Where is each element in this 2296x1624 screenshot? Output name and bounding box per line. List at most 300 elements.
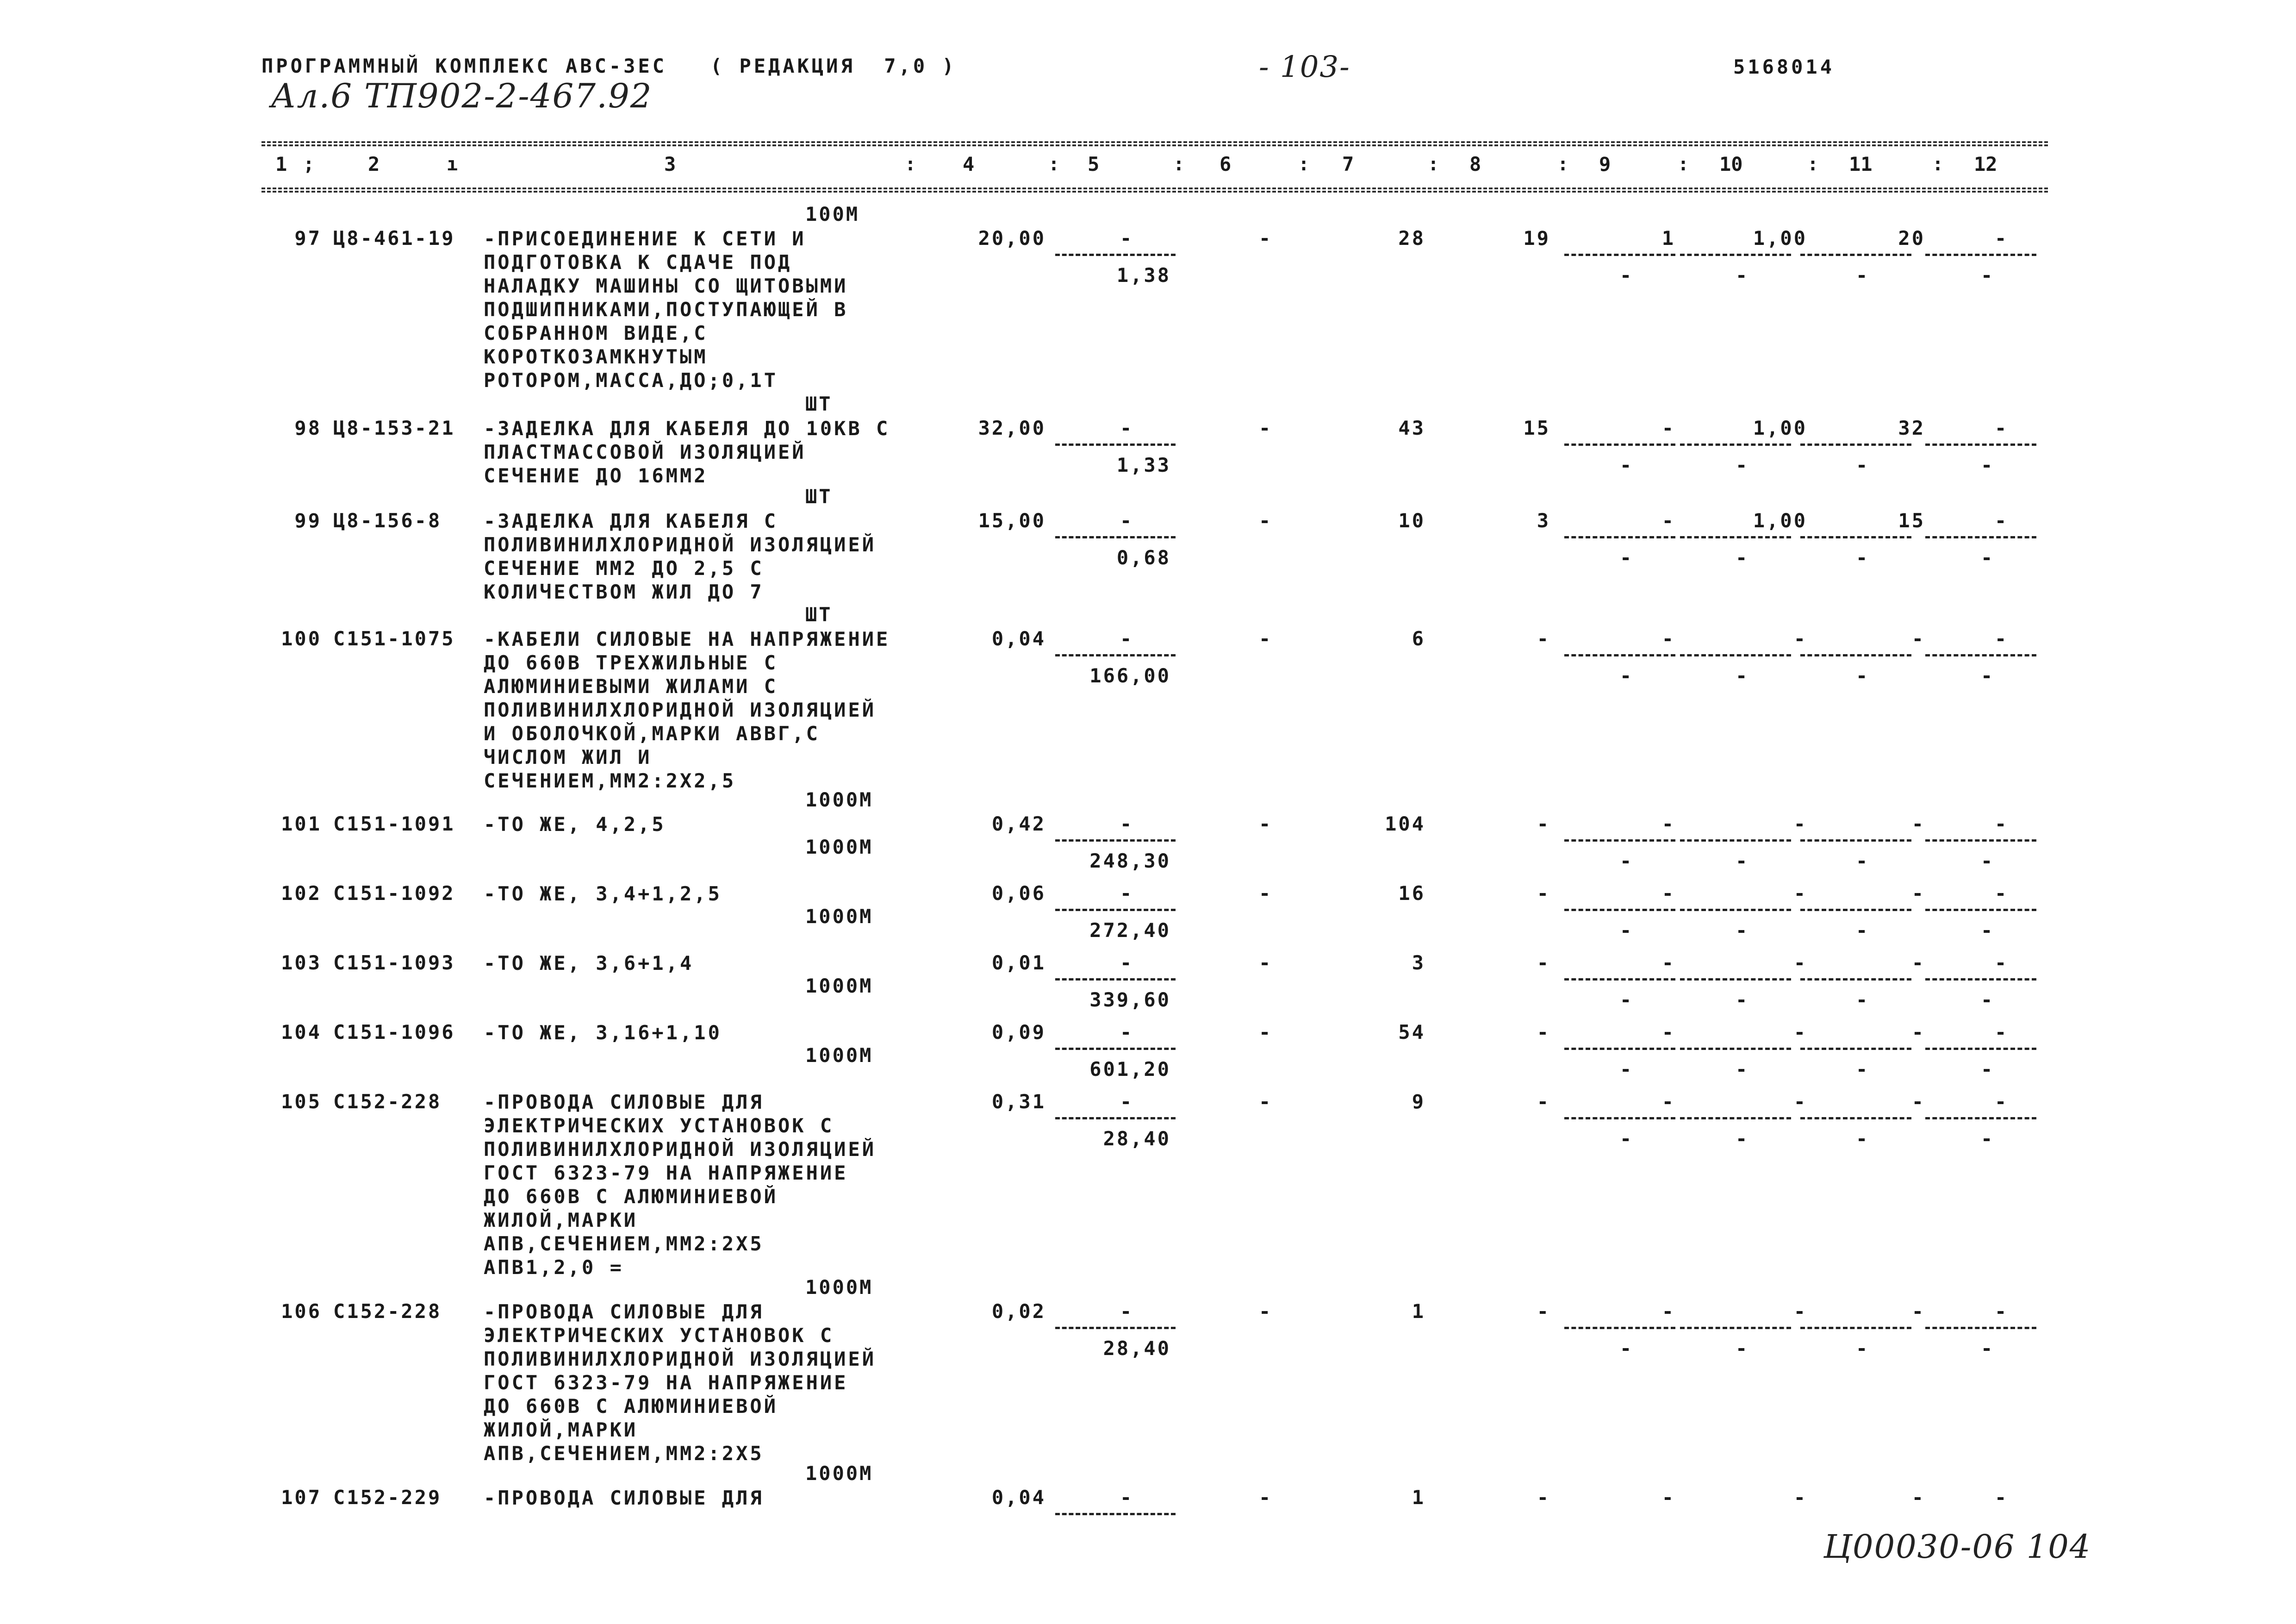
right-columns-fraction-line xyxy=(1680,1048,1791,1050)
right-columns-lower-dash: - xyxy=(1620,849,1632,872)
norm-code: С151-1092 xyxy=(333,882,455,905)
col9-value: - xyxy=(1661,951,1675,974)
col8-value: 19 xyxy=(1523,227,1550,250)
right-columns-lower-dash: - xyxy=(1981,546,1993,569)
column-number-11: 11 xyxy=(1849,153,1873,175)
col12-value: - xyxy=(1995,882,2009,905)
col9-value: - xyxy=(1661,812,1675,835)
col5-bottom-value: 339,60 xyxy=(1089,988,1171,1011)
right-columns-fraction-line xyxy=(1680,1327,1791,1329)
right-columns-fraction-line xyxy=(1564,978,1675,981)
col11-value: - xyxy=(1911,1021,1925,1043)
column-number-12: 12 xyxy=(1974,153,1997,175)
col10-value: 1,00 xyxy=(1753,417,1807,439)
row-number: 106 xyxy=(281,1300,322,1323)
row-number: 105 xyxy=(281,1090,322,1113)
row-number: 99 xyxy=(294,509,322,532)
right-columns-fraction-line xyxy=(1800,1117,1911,1119)
handwritten-stamp: Ц00030-06 104 xyxy=(1823,1528,2091,1566)
right-columns-fraction-line xyxy=(1680,254,1791,256)
col12-value: - xyxy=(1995,1021,2009,1043)
handwritten-reference: Ал.6 ТП902-2-467.92 xyxy=(271,76,653,115)
col5-bottom-value: 272,40 xyxy=(1089,919,1171,942)
program-title: ПРОГРАММНЫЙ КОМПЛЕКС АВС-ЗЕС ( РЕДАКЦИЯ 7,0 ) xyxy=(261,55,957,77)
quantity-value: 0,42 xyxy=(991,812,1046,835)
col11-value: - xyxy=(1911,627,1925,650)
row-number: 103 xyxy=(281,951,322,974)
quantity-value: 0,04 xyxy=(991,627,1046,650)
right-columns-lower-dash: - xyxy=(1856,849,1868,872)
col5-bottom-value: 1,33 xyxy=(1116,454,1171,476)
work-description-line: ПОДШИПНИКАМИ,ПОСТУПАЮЩЕЙ В xyxy=(484,298,848,321)
right-columns-fraction-line xyxy=(1925,443,2036,446)
right-columns-lower-dash: - xyxy=(1620,1127,1632,1150)
col5-top-value: - xyxy=(1120,627,1134,650)
col5-top-value: - xyxy=(1120,227,1134,250)
col8-value: 15 xyxy=(1523,417,1550,439)
col9-value: - xyxy=(1661,1300,1675,1323)
row-number: 102 xyxy=(281,882,322,905)
col9-value: - xyxy=(1661,882,1675,905)
right-columns-fraction-line xyxy=(1680,654,1791,656)
col7-value: 3 xyxy=(1412,951,1425,974)
column-separator: : xyxy=(1932,154,1944,175)
work-description-line: -ТО ЖЕ, 3,4+1,2,5 xyxy=(484,882,722,905)
right-columns-fraction-line xyxy=(1564,839,1675,842)
col5-top-value: - xyxy=(1120,882,1134,905)
col5-bottom-value: 166,00 xyxy=(1089,664,1171,687)
right-columns-fraction-line xyxy=(1680,536,1791,538)
col11-value: - xyxy=(1911,882,1925,905)
col5-bottom-value: 248,30 xyxy=(1089,849,1171,872)
work-description-line: -ПРИСОЕДИНЕНИЕ К СЕТИ И xyxy=(484,227,806,250)
quantity-value: 0,06 xyxy=(991,882,1046,905)
work-description-line: -ЗАДЕЛКА ДЛЯ КАБЕЛЯ С xyxy=(484,510,778,532)
col6-value: - xyxy=(1259,627,1273,650)
right-columns-lower-dash: - xyxy=(1981,454,1993,476)
right-columns-lower-dash: - xyxy=(1981,988,1993,1011)
col12-value: - xyxy=(1995,509,2009,532)
top-rule-second xyxy=(261,144,2048,146)
col9-value: - xyxy=(1661,1090,1675,1113)
col5-bottom-value: 1,38 xyxy=(1116,264,1171,287)
right-columns-fraction-line xyxy=(1925,1327,2036,1329)
work-description-line: СЕЧЕНИЕ ДО 16ММ2 xyxy=(484,464,708,487)
work-description-line: АПВ,СЕЧЕНИЕМ,ММ2:2Х5 xyxy=(484,1442,764,1465)
col7-value: 104 xyxy=(1385,812,1425,835)
right-columns-fraction-line xyxy=(1800,909,1911,911)
right-columns-lower-dash: - xyxy=(1981,664,1993,687)
col6-value: - xyxy=(1259,951,1273,974)
right-columns-fraction-line xyxy=(1680,909,1791,911)
row-number: 97 xyxy=(294,227,322,250)
work-description-line: -ТО ЖЕ, 3,16+1,10 xyxy=(484,1021,722,1044)
col5-top-value: - xyxy=(1120,1300,1134,1323)
right-columns-fraction-line xyxy=(1800,654,1911,656)
col10-value: - xyxy=(1793,627,1807,650)
unit-label-above: 100М xyxy=(805,203,860,225)
col12-value: - xyxy=(1995,1090,2009,1113)
right-columns-lower-dash: - xyxy=(1856,264,1868,287)
right-columns-lower-dash: - xyxy=(1981,1127,1993,1150)
col11-value: 32 xyxy=(1898,417,1925,439)
quantity-value: 0,01 xyxy=(991,951,1046,974)
col11-value: 15 xyxy=(1898,509,1925,532)
right-columns-lower-dash: - xyxy=(1620,1058,1632,1081)
quantity-value: 20,00 xyxy=(978,227,1046,250)
col11-value: - xyxy=(1911,1300,1925,1323)
right-columns-lower-dash: - xyxy=(1736,664,1748,687)
col7-value: 43 xyxy=(1398,417,1425,439)
right-columns-lower-dash: - xyxy=(1981,1337,1993,1360)
row-number: 101 xyxy=(281,812,322,835)
col12-value: - xyxy=(1995,417,2009,439)
work-description-line: ГОСТ 6323-79 НА НАПРЯЖЕНИЕ xyxy=(484,1371,848,1394)
right-columns-lower-dash: - xyxy=(1981,1058,1993,1081)
right-columns-lower-dash: - xyxy=(1736,849,1748,872)
norm-code: С152-228 xyxy=(333,1090,442,1113)
work-description-line: ПОЛИВИНИЛХЛОРИДНОЙ ИЗОЛЯЦИЕЙ xyxy=(484,1138,877,1161)
col10-value: - xyxy=(1793,812,1807,835)
col10-value: - xyxy=(1793,1300,1807,1323)
col10-value: - xyxy=(1793,882,1807,905)
col7-value: 1 xyxy=(1412,1300,1425,1323)
quantity-value: 0,31 xyxy=(991,1090,1046,1113)
col6-value: - xyxy=(1259,227,1273,250)
column-number-7: 7 xyxy=(1342,153,1354,175)
work-description-line: ЭЛЕКТРИЧЕСКИХ УСТАНОВОК С xyxy=(484,1114,834,1137)
column-separator: : xyxy=(1807,154,1819,175)
right-columns-fraction-line xyxy=(1925,1117,2036,1119)
unit-label-above: 1000М xyxy=(805,1276,873,1299)
right-columns-lower-dash: - xyxy=(1620,988,1632,1011)
col5-fraction-line xyxy=(1055,536,1176,538)
work-description-line: ПОЛИВИНИЛХЛОРИДНОЙ ИЗОЛЯЦИЕЙ xyxy=(484,1348,877,1370)
norm-code: Ц8-153-21 xyxy=(333,417,455,439)
col12-value: - xyxy=(1995,951,2009,974)
col5-fraction-line xyxy=(1055,254,1176,256)
work-description-line: СЕЧЕНИЕМ,ММ2:2Х2,5 xyxy=(484,769,736,792)
right-columns-fraction-line xyxy=(1680,839,1791,842)
col10-value: - xyxy=(1793,1486,1807,1509)
norm-code: С152-228 xyxy=(333,1300,442,1323)
col8-value: - xyxy=(1537,1300,1550,1323)
right-columns-lower-dash: - xyxy=(1620,664,1632,687)
column-number-6: 6 xyxy=(1220,153,1232,175)
work-description-line: АПВ1,2,0 = xyxy=(484,1256,624,1279)
right-columns-fraction-line xyxy=(1925,978,2036,981)
col11-value: - xyxy=(1911,1090,1925,1113)
right-columns-lower-dash: - xyxy=(1620,919,1632,942)
column-separator: : xyxy=(1048,154,1060,175)
unit-label-above: 1000М xyxy=(805,1462,873,1485)
right-columns-fraction-line xyxy=(1564,654,1675,656)
col5-fraction-line xyxy=(1055,978,1176,981)
column-separator: : xyxy=(1173,154,1185,175)
work-description-line: КОРОТКОЗАМКНУТЫМ xyxy=(484,345,708,368)
col7-value: 10 xyxy=(1398,509,1425,532)
column-number-2: 2 xyxy=(368,153,380,175)
col5-bottom-value: 601,20 xyxy=(1089,1058,1171,1081)
col7-value: 9 xyxy=(1412,1090,1425,1113)
col10-value: - xyxy=(1793,1090,1807,1113)
column-number-8: 8 xyxy=(1469,153,1481,175)
work-description-line: ДО 660В С АЛЮМИНИЕВОЙ xyxy=(484,1185,778,1208)
col5-fraction-line xyxy=(1055,654,1176,656)
right-columns-lower-dash: - xyxy=(1620,546,1632,569)
right-columns-lower-dash: - xyxy=(1620,454,1632,476)
col5-bottom-value: 28,40 xyxy=(1103,1127,1171,1150)
column-separator: ; xyxy=(303,154,315,175)
right-columns-lower-dash: - xyxy=(1856,1337,1868,1360)
right-columns-lower-dash: - xyxy=(1856,988,1868,1011)
right-columns-lower-dash: - xyxy=(1981,264,1993,287)
col7-value: 54 xyxy=(1398,1021,1425,1043)
work-description-line: -ПРОВОДА СИЛОВЫЕ ДЛЯ xyxy=(484,1487,764,1509)
col5-top-value: - xyxy=(1120,951,1134,974)
norm-code: С151-1091 xyxy=(333,812,455,835)
col11-value: - xyxy=(1911,951,1925,974)
col5-bottom-value: 0,68 xyxy=(1116,546,1171,569)
work-description-line: СЕЧЕНИЕ ММ2 ДО 2,5 С xyxy=(484,557,764,580)
work-description-line: КОЛИЧЕСТВОМ ЖИЛ ДО 7 xyxy=(484,581,764,603)
unit-label-above: ШТ xyxy=(805,485,833,508)
right-columns-fraction-line xyxy=(1800,1327,1911,1329)
right-columns-fraction-line xyxy=(1800,536,1911,538)
col8-value: - xyxy=(1537,951,1550,974)
col6-value: - xyxy=(1259,882,1273,905)
right-columns-lower-dash: - xyxy=(1736,1058,1748,1081)
col5-top-value: - xyxy=(1120,509,1134,532)
col5-top-value: - xyxy=(1120,1486,1134,1509)
right-columns-fraction-line xyxy=(1800,978,1911,981)
work-description-line: ГОСТ 6323-79 НА НАПРЯЖЕНИЕ xyxy=(484,1162,848,1184)
col8-value: 3 xyxy=(1537,509,1550,532)
col5-top-value: - xyxy=(1120,417,1134,439)
col5-top-value: - xyxy=(1120,1090,1134,1113)
column-separator: : xyxy=(1298,154,1310,175)
work-description-line: -ЗАДЕЛКА ДЛЯ КАБЕЛЯ ДО 10КВ С xyxy=(484,417,890,440)
right-columns-lower-dash: - xyxy=(1736,1337,1748,1360)
work-description-line: -ТО ЖЕ, 4,2,5 xyxy=(484,813,666,836)
work-description-line: -ПРОВОДА СИЛОВЫЕ ДЛЯ xyxy=(484,1300,764,1323)
col9-value: - xyxy=(1661,417,1675,439)
right-columns-lower-dash: - xyxy=(1981,849,1993,872)
right-columns-fraction-line xyxy=(1925,839,2036,842)
norm-code: С152-229 xyxy=(333,1486,442,1509)
work-description-line: СОБРАННОМ ВИДЕ,С xyxy=(484,322,708,344)
right-columns-lower-dash: - xyxy=(1736,454,1748,476)
row-number: 98 xyxy=(294,417,322,439)
col10-value: 1,00 xyxy=(1753,509,1807,532)
col9-value: - xyxy=(1661,509,1675,532)
col12-value: - xyxy=(1995,627,2009,650)
column-separator: : xyxy=(905,154,916,175)
col10-value: 1,00 xyxy=(1753,227,1807,250)
col9-value: - xyxy=(1661,1021,1675,1043)
row-number: 104 xyxy=(281,1021,322,1043)
col6-value: - xyxy=(1259,417,1273,439)
work-description-line: ПОЛИВИНИЛХЛОРИДНОЙ ИЗОЛЯЦИЕЙ xyxy=(484,533,877,556)
col11-value: 20 xyxy=(1898,227,1925,250)
quantity-value: 0,04 xyxy=(991,1486,1046,1509)
right-columns-lower-dash: - xyxy=(1856,546,1868,569)
col12-value: - xyxy=(1995,1486,2009,1509)
quantity-value: 32,00 xyxy=(978,417,1046,439)
column-header-rule-second xyxy=(261,191,2048,193)
col9-value: - xyxy=(1661,1486,1675,1509)
col10-value: - xyxy=(1793,951,1807,974)
right-columns-lower-dash: - xyxy=(1736,919,1748,942)
unit-label-below: 1000М xyxy=(805,836,873,858)
right-columns-fraction-line xyxy=(1925,1048,2036,1050)
column-number-3: 3 xyxy=(664,153,676,175)
col9-value: 1 xyxy=(1661,227,1675,250)
unit-label-above: 1000М xyxy=(805,788,873,811)
work-description-line: ПЛАСТМАССОВОЙ ИЗОЛЯЦИЕЙ xyxy=(484,441,806,463)
work-description-line: ДО 660В С АЛЮМИНИЕВОЙ xyxy=(484,1395,778,1418)
norm-code: С151-1096 xyxy=(333,1021,455,1043)
col5-fraction-line xyxy=(1055,1117,1176,1119)
work-description-line: РОТОРОМ,МАССА,ДО;0,1Т xyxy=(484,369,778,392)
top-rule xyxy=(261,141,2048,143)
col5-top-value: - xyxy=(1120,812,1134,835)
right-columns-fraction-line xyxy=(1925,654,2036,656)
col6-value: - xyxy=(1259,1486,1273,1509)
col5-fraction-line xyxy=(1055,1048,1176,1050)
col6-value: - xyxy=(1259,509,1273,532)
unit-label-below: 1000М xyxy=(805,974,873,997)
col8-value: - xyxy=(1537,812,1550,835)
norm-code: С151-1093 xyxy=(333,951,455,974)
column-separator: ı xyxy=(447,154,458,175)
unit-label-below: 1000М xyxy=(805,905,873,928)
right-columns-lower-dash: - xyxy=(1856,1058,1868,1081)
right-columns-fraction-line xyxy=(1564,1117,1675,1119)
work-description-line: И ОБОЛОЧКОЙ,МАРКИ АВВГ,С xyxy=(484,722,820,745)
column-number-10: 10 xyxy=(1719,153,1743,175)
right-columns-fraction-line xyxy=(1800,839,1911,842)
right-columns-fraction-line xyxy=(1564,1048,1675,1050)
col7-value: 16 xyxy=(1398,882,1425,905)
col6-value: - xyxy=(1259,1021,1273,1043)
right-columns-fraction-line xyxy=(1564,909,1675,911)
row-number: 107 xyxy=(281,1486,322,1509)
column-number-1: 1 xyxy=(275,153,287,175)
right-columns-fraction-line xyxy=(1680,978,1791,981)
right-columns-fraction-line xyxy=(1564,443,1675,446)
unit-label-above: ШТ xyxy=(805,603,833,626)
work-description-line: ПОЛИВИНИЛХЛОРИДНОЙ ИЗОЛЯЦИЕЙ xyxy=(484,699,877,721)
work-description-line: ЭЛЕКТРИЧЕСКИХ УСТАНОВОК С xyxy=(484,1324,834,1347)
col5-fraction-line xyxy=(1055,443,1176,446)
right-columns-fraction-line xyxy=(1564,536,1675,538)
right-columns-lower-dash: - xyxy=(1736,988,1748,1011)
col5-fraction-line xyxy=(1055,1513,1176,1515)
right-columns-fraction-line xyxy=(1564,1327,1675,1329)
work-description-line: -КАБЕЛИ СИЛОВЫЕ НА НАПРЯЖЕНИЕ xyxy=(484,628,890,650)
column-header-row xyxy=(261,148,2048,185)
right-columns-lower-dash: - xyxy=(1736,1127,1748,1150)
right-columns-fraction-line xyxy=(1925,536,2036,538)
right-columns-lower-dash: - xyxy=(1620,264,1632,287)
col10-value: - xyxy=(1793,1021,1807,1043)
right-columns-fraction-line xyxy=(1564,254,1675,256)
row-number: 100 xyxy=(281,627,322,650)
right-columns-fraction-line xyxy=(1925,254,2036,256)
column-separator: : xyxy=(1557,154,1569,175)
right-columns-fraction-line xyxy=(1800,443,1911,446)
document-code: 5168014 xyxy=(1733,56,1835,78)
right-columns-lower-dash: - xyxy=(1981,919,1993,942)
right-columns-lower-dash: - xyxy=(1856,919,1868,942)
column-header-rule xyxy=(261,187,2048,189)
col6-value: - xyxy=(1259,812,1273,835)
col12-value: - xyxy=(1995,227,2009,250)
unit-label-below: 1000М xyxy=(805,1044,873,1067)
norm-code: С151-1075 xyxy=(333,627,455,650)
col11-value: - xyxy=(1911,1486,1925,1509)
work-description-line: -ТО ЖЕ, 3,6+1,4 xyxy=(484,952,694,974)
quantity-value: 15,00 xyxy=(978,509,1046,532)
quantity-value: 0,09 xyxy=(991,1021,1046,1043)
column-separator: : xyxy=(1428,154,1439,175)
right-columns-lower-dash: - xyxy=(1736,264,1748,287)
col6-value: - xyxy=(1259,1300,1273,1323)
right-columns-fraction-line xyxy=(1680,443,1791,446)
column-number-5: 5 xyxy=(1088,153,1100,175)
work-description-line: ДО 660В ТРЕХЖИЛЬНЫЕ С xyxy=(484,651,778,674)
col8-value: - xyxy=(1537,1090,1550,1113)
col5-top-value: - xyxy=(1120,1021,1134,1043)
col8-value: - xyxy=(1537,1486,1550,1509)
right-columns-lower-dash: - xyxy=(1620,1337,1632,1360)
col9-value: - xyxy=(1661,627,1675,650)
column-number-4: 4 xyxy=(963,153,975,175)
norm-code: Ц8-461-19 xyxy=(333,227,455,250)
right-columns-fraction-line xyxy=(1800,254,1911,256)
col8-value: - xyxy=(1537,882,1550,905)
work-description-line: -ПРОВОДА СИЛОВЫЕ ДЛЯ xyxy=(484,1091,764,1113)
work-description-line: АЛЮМИНИЕВЫМИ ЖИЛАМИ С xyxy=(484,675,778,698)
col5-bottom-value: 28,40 xyxy=(1103,1337,1171,1360)
work-description-line: ЖИЛОЙ,МАРКИ xyxy=(484,1418,638,1441)
norm-code: Ц8-156-8 xyxy=(333,509,442,532)
work-description-line: ЧИСЛОМ ЖИЛ И xyxy=(484,746,652,768)
col7-value: 6 xyxy=(1412,627,1425,650)
work-description-line: ЖИЛОЙ,МАРКИ xyxy=(484,1209,638,1231)
right-columns-fraction-line xyxy=(1680,1117,1791,1119)
column-separator: : xyxy=(1678,154,1689,175)
right-columns-lower-dash: - xyxy=(1856,454,1868,476)
col5-fraction-line xyxy=(1055,909,1176,911)
col5-fraction-line xyxy=(1055,839,1176,842)
col11-value: - xyxy=(1911,812,1925,835)
col12-value: - xyxy=(1995,812,2009,835)
col8-value: - xyxy=(1537,627,1550,650)
right-columns-fraction-line xyxy=(1925,909,2036,911)
column-number-9: 9 xyxy=(1599,153,1611,175)
col8-value: - xyxy=(1537,1021,1550,1043)
col7-value: 28 xyxy=(1398,227,1425,250)
right-columns-lower-dash: - xyxy=(1736,546,1748,569)
col7-value: 1 xyxy=(1412,1486,1425,1509)
work-description-line: АПВ,СЕЧЕНИЕМ,ММ2:2Х5 xyxy=(484,1232,764,1255)
unit-label-above: ШТ xyxy=(805,393,833,415)
work-description-line: НАЛАДКУ МАШИНЫ СО ЩИТОВЫМИ xyxy=(484,275,848,297)
quantity-value: 0,02 xyxy=(991,1300,1046,1323)
right-columns-fraction-line xyxy=(1800,1048,1911,1050)
